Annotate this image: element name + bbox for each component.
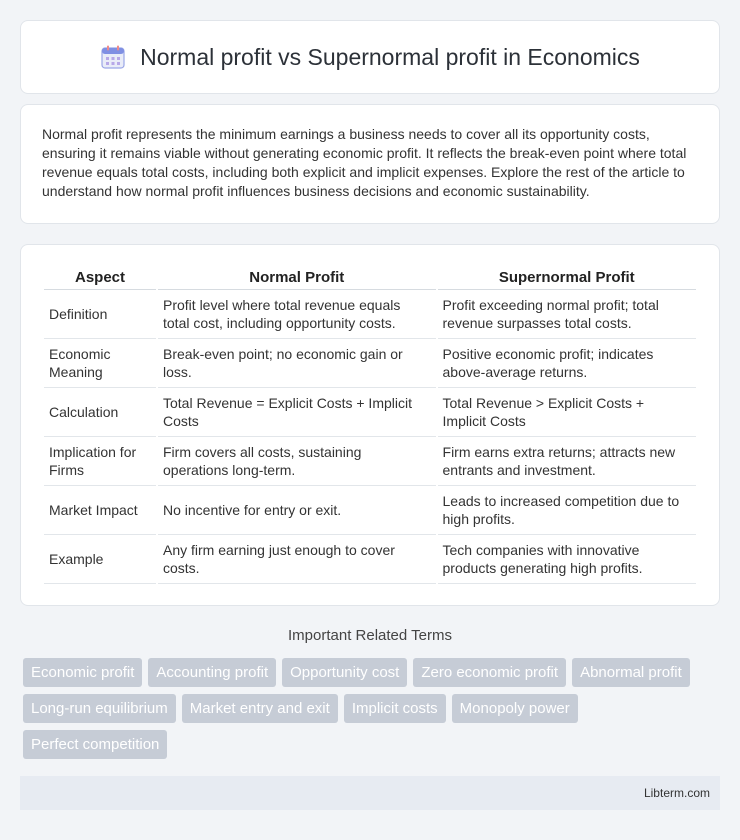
term-tag[interactable]: Perfect competition (23, 730, 167, 759)
table-row (44, 437, 696, 486)
related-terms-title: Important Related Terms (288, 627, 452, 644)
table-row (44, 290, 696, 339)
footer-site-link[interactable]: Libterm.com (643, 786, 710, 800)
row-supernormal: Positive economic profit; indicates above-average returns. (438, 339, 696, 388)
term-tag[interactable]: Zero economic profit (413, 658, 566, 687)
table-row (44, 486, 696, 535)
row-normal: Total Revenue = Explicit Costs + Implicit Costs (158, 388, 436, 437)
row-aspect: Definition (44, 290, 156, 339)
row-aspect: Calculation (44, 388, 156, 437)
comparison-table-card (20, 244, 720, 606)
term-tag[interactable]: Market entry and exit (182, 694, 338, 723)
comparison-table (42, 265, 698, 584)
title-wrap (100, 44, 640, 71)
row-supernormal: Tech companies with innovative products generating high profits. (438, 535, 696, 584)
header-aspect: Aspect (44, 265, 156, 290)
term-tag[interactable]: Abnormal profit (572, 658, 690, 687)
term-tag[interactable]: Long-run equilibrium (23, 694, 176, 723)
term-tag[interactable]: Monopoly power (452, 694, 578, 723)
row-normal: Any firm earning just enough to cover costs. (158, 535, 436, 584)
row-normal: Break-even point; no economic gain or loss. (158, 339, 436, 388)
term-tag[interactable]: Accounting profit (148, 658, 276, 687)
intro-card (20, 104, 720, 224)
term-tag[interactable]: Opportunity cost (282, 658, 407, 687)
row-supernormal: Leads to increased competition due to high profits. (438, 486, 696, 535)
row-supernormal: Profit exceeding normal profit; total revenue surpasses total costs. (438, 290, 696, 339)
footer (20, 776, 720, 810)
row-normal: Profit level where total revenue equals total cost, including opportunity costs. (158, 290, 436, 339)
row-aspect: Market Impact (44, 486, 156, 535)
calendar-icon (100, 44, 126, 70)
table-header-row (44, 265, 696, 290)
row-aspect: Implication for Firms (44, 437, 156, 486)
header-card (20, 20, 720, 94)
term-tag[interactable]: Implicit costs (344, 694, 446, 723)
header-normal-profit: Normal Profit (158, 265, 436, 290)
row-normal: No incentive for entry or exit. (158, 486, 436, 535)
table-row (44, 339, 696, 388)
row-supernormal: Firm earns extra returns; attracts new entrants and investment. (438, 437, 696, 486)
related-terms-list (23, 658, 723, 759)
table-row (44, 535, 696, 584)
intro-paragraph: Normal profit represents the minimum earnings a business needs to cover all its opportunity costs, ensuring it remains viable without generating economic profit. It reflects the break-even point where total revenue equals total costs, including both explicit and implicit expenses. Explore the rest of the article to understand how normal profit influences business decisions and economic sustainability. (42, 126, 687, 199)
row-aspect: Economic Meaning (44, 339, 156, 388)
row-normal: Firm covers all costs, sustaining operations long-term. (158, 437, 436, 486)
term-tag[interactable]: Economic profit (23, 658, 142, 687)
row-supernormal: Total Revenue > Explicit Costs + Implicit Costs (438, 388, 696, 437)
row-aspect: Example (44, 535, 156, 584)
table-row (44, 388, 696, 437)
header-supernormal-profit: Supernormal Profit (438, 265, 696, 290)
page-title: Normal profit vs Supernormal profit in Economics (140, 43, 640, 70)
